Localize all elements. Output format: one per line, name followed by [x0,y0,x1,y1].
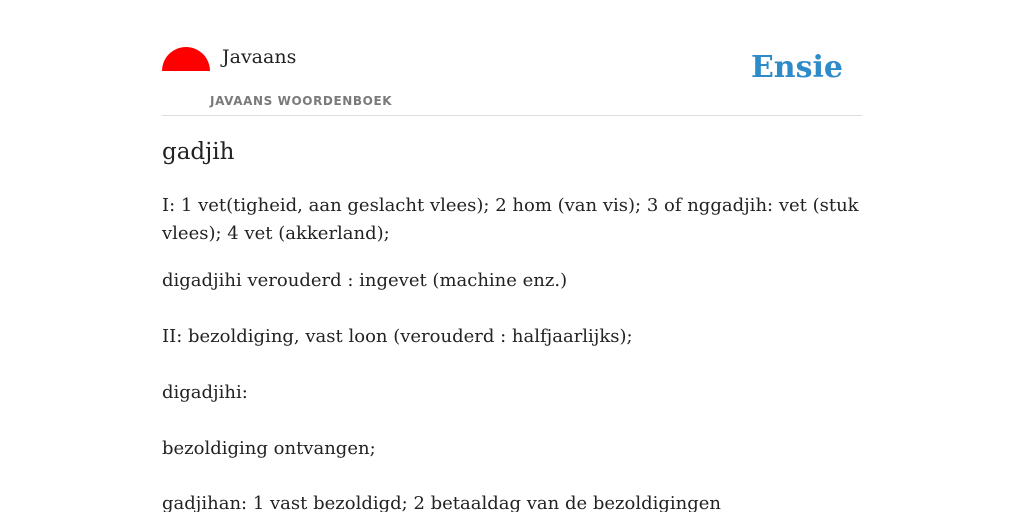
entry-definition-5: bezoldiging ontvangen; [162,438,376,459]
entry-headword: gadjih [162,139,235,165]
page [162,0,862,512]
flag-red-half [162,47,210,71]
entry-definition-4: digadjihi: [162,382,248,403]
dictionary-subtitle[interactable]: JAVAANS WOORDENBOEK [210,94,393,108]
ensie-logo[interactable]: Ensie [750,50,843,85]
language-name[interactable]: Javaans [222,46,297,68]
entry-definition-2: digadjihi verouderd : ingevet (machine enz.) [162,270,568,291]
site-header [162,0,862,116]
indonesia-flag-icon[interactable] [162,47,210,95]
entry-definition-1: I: 1 vet(tigheid, aan geslacht vlees); 2 hom (van vis); 3 of nggadjih: vet (stuk vlees); 4 vet (akkerland); [162,195,859,244]
entry-definition-3: II: bezoldiging, vast loon (verouderd : halfjaarlijks); [162,326,633,347]
entry-definition-6: gadjihan: 1 vast bezoldigd; 2 betaaldag van de bezoldigingen [162,493,722,512]
